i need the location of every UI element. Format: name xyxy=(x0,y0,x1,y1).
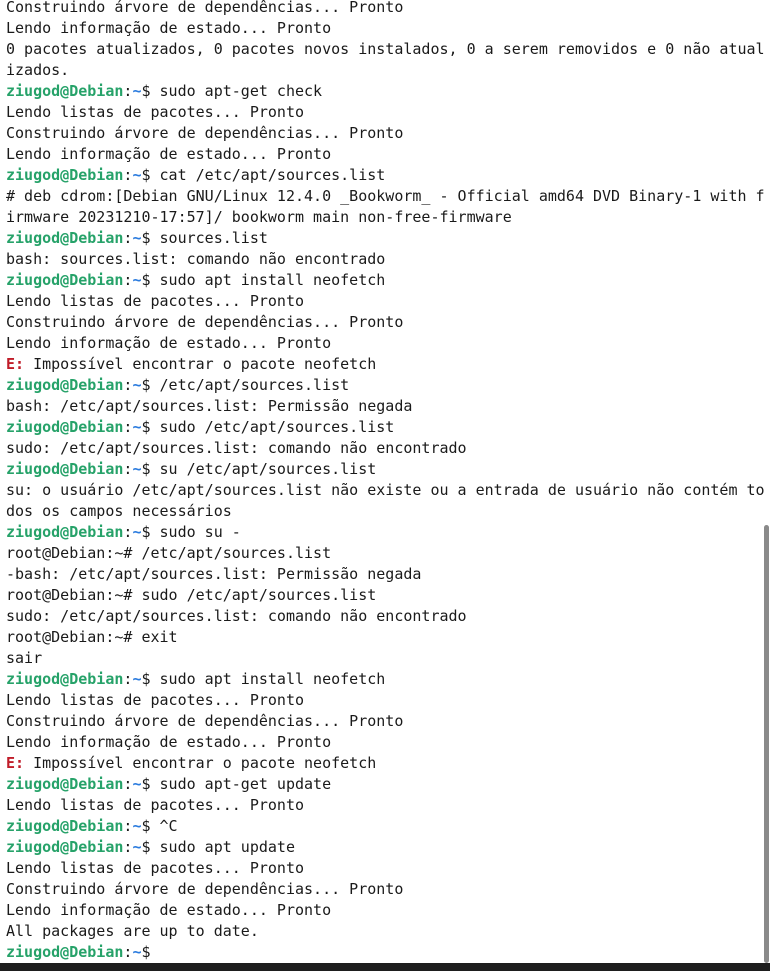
output-line: Lendo informação de estado... Pronto xyxy=(6,901,332,919)
command-text: cat /etc/apt/sources.list xyxy=(159,166,386,184)
output-line: -bash: /etc/apt/sources.list: Permissão negada xyxy=(6,565,422,583)
prompt-symbol: $ xyxy=(141,670,160,688)
prompt-line xyxy=(6,375,762,396)
prompt-line xyxy=(6,165,762,186)
prompt-separator: : xyxy=(123,943,133,961)
prompt-line xyxy=(6,816,762,837)
prompt-path: ~ xyxy=(132,775,142,793)
prompt-symbol: $ xyxy=(141,523,160,541)
command-text: sudo /etc/apt/sources.list xyxy=(159,418,395,436)
prompt-separator: : xyxy=(123,460,133,478)
output-line: Lendo listas de pacotes... Pronto xyxy=(6,103,305,121)
command-text: sudo /etc/apt/sources.list xyxy=(141,586,377,604)
error-line xyxy=(6,753,762,774)
output-line: Lendo listas de pacotes... Pronto xyxy=(6,691,305,709)
prompt-path: ~ xyxy=(132,838,142,856)
command-text: exit xyxy=(141,628,178,646)
prompt-line xyxy=(6,837,762,858)
scrollbar-thumb[interactable] xyxy=(764,525,769,963)
prompt-separator: : xyxy=(123,376,133,394)
output-line: All packages are up to date. xyxy=(6,922,259,940)
prompt-line xyxy=(6,81,762,102)
prompt-path: ~ xyxy=(132,271,142,289)
prompt-separator: : xyxy=(123,82,133,100)
prompt-symbol: $ xyxy=(141,376,160,394)
prompt-separator: : xyxy=(123,166,133,184)
command-text: sudo apt-get check xyxy=(159,82,323,100)
prompt-symbol: $ xyxy=(141,775,160,793)
prompt-symbol: $ xyxy=(141,166,160,184)
output-line: Lendo informação de estado... Pronto xyxy=(6,145,332,163)
output-line: Construindo árvore de dependências... Pronto xyxy=(6,124,404,142)
prompt-path: ~ xyxy=(132,523,142,541)
prompt-path: ~ xyxy=(132,670,142,688)
prompt-symbol: $ xyxy=(141,817,160,835)
error-label: E: xyxy=(6,355,25,373)
output-line: izados. xyxy=(6,61,70,79)
root-prompt-line xyxy=(6,585,762,606)
output-line: sudo: /etc/apt/sources.list: comando não encontrado xyxy=(6,439,467,457)
panel-strip xyxy=(0,963,770,971)
output-line: Lendo informação de estado... Pronto xyxy=(6,334,332,352)
command-text: sources.list xyxy=(159,229,268,247)
prompt-separator: : xyxy=(123,418,133,436)
prompt-separator: : xyxy=(123,670,133,688)
output-line: sair xyxy=(6,649,43,667)
prompt-path: ~ xyxy=(132,418,142,436)
output-line: bash: /etc/apt/sources.list: Permissão negada xyxy=(6,397,413,415)
prompt-line xyxy=(6,228,762,249)
output-line: Lendo listas de pacotes... Pronto xyxy=(6,859,305,877)
output-line: Lendo listas de pacotes... Pronto xyxy=(6,796,305,814)
prompt-path: ~ xyxy=(132,376,142,394)
error-label: E: xyxy=(6,754,25,772)
prompt-line xyxy=(6,417,762,438)
prompt-user-host: ziugod@Debian xyxy=(6,82,124,100)
command-text: su /etc/apt/sources.list xyxy=(159,460,377,478)
prompt-symbol: $ xyxy=(141,418,160,436)
command-text: sudo su - xyxy=(159,523,241,541)
error-text: Impossível encontrar o pacote neofetch xyxy=(24,754,377,772)
output-line: Construindo árvore de dependências... Pronto xyxy=(6,712,404,730)
output-line: Lendo listas de pacotes... Pronto xyxy=(6,292,305,310)
prompt-path: ~ xyxy=(132,817,142,835)
output-line: sudo: /etc/apt/sources.list: comando não encontrado xyxy=(6,607,467,625)
prompt-separator: : xyxy=(123,838,133,856)
prompt-symbol: $ xyxy=(141,82,160,100)
command-text: sudo apt install neofetch xyxy=(159,670,386,688)
prompt-user-host: ziugod@Debian xyxy=(6,376,124,394)
prompt-path: ~ xyxy=(132,460,142,478)
prompt-symbol: $ xyxy=(141,943,160,961)
prompt-user-host: ziugod@Debian xyxy=(6,943,124,961)
root-prompt-line xyxy=(6,543,762,564)
terminal-output[interactable] xyxy=(6,0,765,963)
output-line: Construindo árvore de dependências... Pronto xyxy=(6,880,404,898)
command-text: sudo apt-get update xyxy=(159,775,332,793)
prompt-symbol: $ xyxy=(141,838,160,856)
command-text: /etc/apt/sources.list xyxy=(159,376,350,394)
prompt-separator: : xyxy=(123,775,133,793)
output-line: dos os campos necessários xyxy=(6,502,232,520)
output-line: Lendo informação de estado... Pronto xyxy=(6,733,332,751)
output-line: 0 pacotes atualizados, 0 pacotes novos instalados, 0 a serem removidos e 0 não atual xyxy=(6,40,765,58)
output-line: Lendo informação de estado... Pronto xyxy=(6,19,332,37)
prompt-line xyxy=(6,459,762,480)
prompt-path: ~ xyxy=(132,82,142,100)
error-text: Impossível encontrar o pacote neofetch xyxy=(24,355,377,373)
prompt-user-host: ziugod@Debian xyxy=(6,166,124,184)
root-prompt: root@Debian:~# xyxy=(6,544,142,562)
root-prompt: root@Debian:~# xyxy=(6,586,142,604)
prompt-line xyxy=(6,270,762,291)
prompt-path: ~ xyxy=(132,229,142,247)
prompt-symbol: $ xyxy=(141,460,160,478)
prompt-user-host: ziugod@Debian xyxy=(6,838,124,856)
root-prompt-line xyxy=(6,627,762,648)
prompt-line xyxy=(6,774,762,795)
prompt-user-host: ziugod@Debian xyxy=(6,418,124,436)
prompt-separator: : xyxy=(123,817,133,835)
output-line: # deb cdrom:[Debian GNU/Linux 12.4.0 _Bookworm_ - Official amd64 DVD Binary-1 with f xyxy=(6,187,765,205)
error-line xyxy=(6,354,762,375)
prompt-user-host: ziugod@Debian xyxy=(6,523,124,541)
prompt-path: ~ xyxy=(132,943,142,961)
scrollbar[interactable] xyxy=(762,0,770,963)
prompt-user-host: ziugod@Debian xyxy=(6,817,124,835)
prompt-symbol: $ xyxy=(141,229,160,247)
prompt-symbol: $ xyxy=(141,271,160,289)
output-line: Construindo árvore de dependências... Pronto xyxy=(6,0,404,16)
output-line: irmware 20231210-17:57]/ bookworm main non-free-firmware xyxy=(6,208,512,226)
prompt-user-host: ziugod@Debian xyxy=(6,271,124,289)
command-text: sudo apt install neofetch xyxy=(159,271,386,289)
prompt-separator: : xyxy=(123,229,133,247)
prompt-separator: : xyxy=(123,271,133,289)
command-text: /etc/apt/sources.list xyxy=(141,544,332,562)
prompt-user-host: ziugod@Debian xyxy=(6,460,124,478)
prompt-user-host: ziugod@Debian xyxy=(6,229,124,247)
prompt-line xyxy=(6,942,762,963)
output-line: su: o usuário /etc/apt/sources.list não existe ou a entrada de usuário não contém to xyxy=(6,481,765,499)
output-line: Construindo árvore de dependências... Pronto xyxy=(6,313,404,331)
prompt-separator: : xyxy=(123,523,133,541)
prompt-user-host: ziugod@Debian xyxy=(6,670,124,688)
prompt-line xyxy=(6,522,762,543)
root-prompt: root@Debian:~# xyxy=(6,628,142,646)
prompt-path: ~ xyxy=(132,166,142,184)
prompt-line xyxy=(6,669,762,690)
command-text: sudo apt update xyxy=(159,838,295,856)
command-text: ^C xyxy=(159,817,178,835)
output-line: bash: sources.list: comando não encontrado xyxy=(6,250,386,268)
prompt-user-host: ziugod@Debian xyxy=(6,775,124,793)
